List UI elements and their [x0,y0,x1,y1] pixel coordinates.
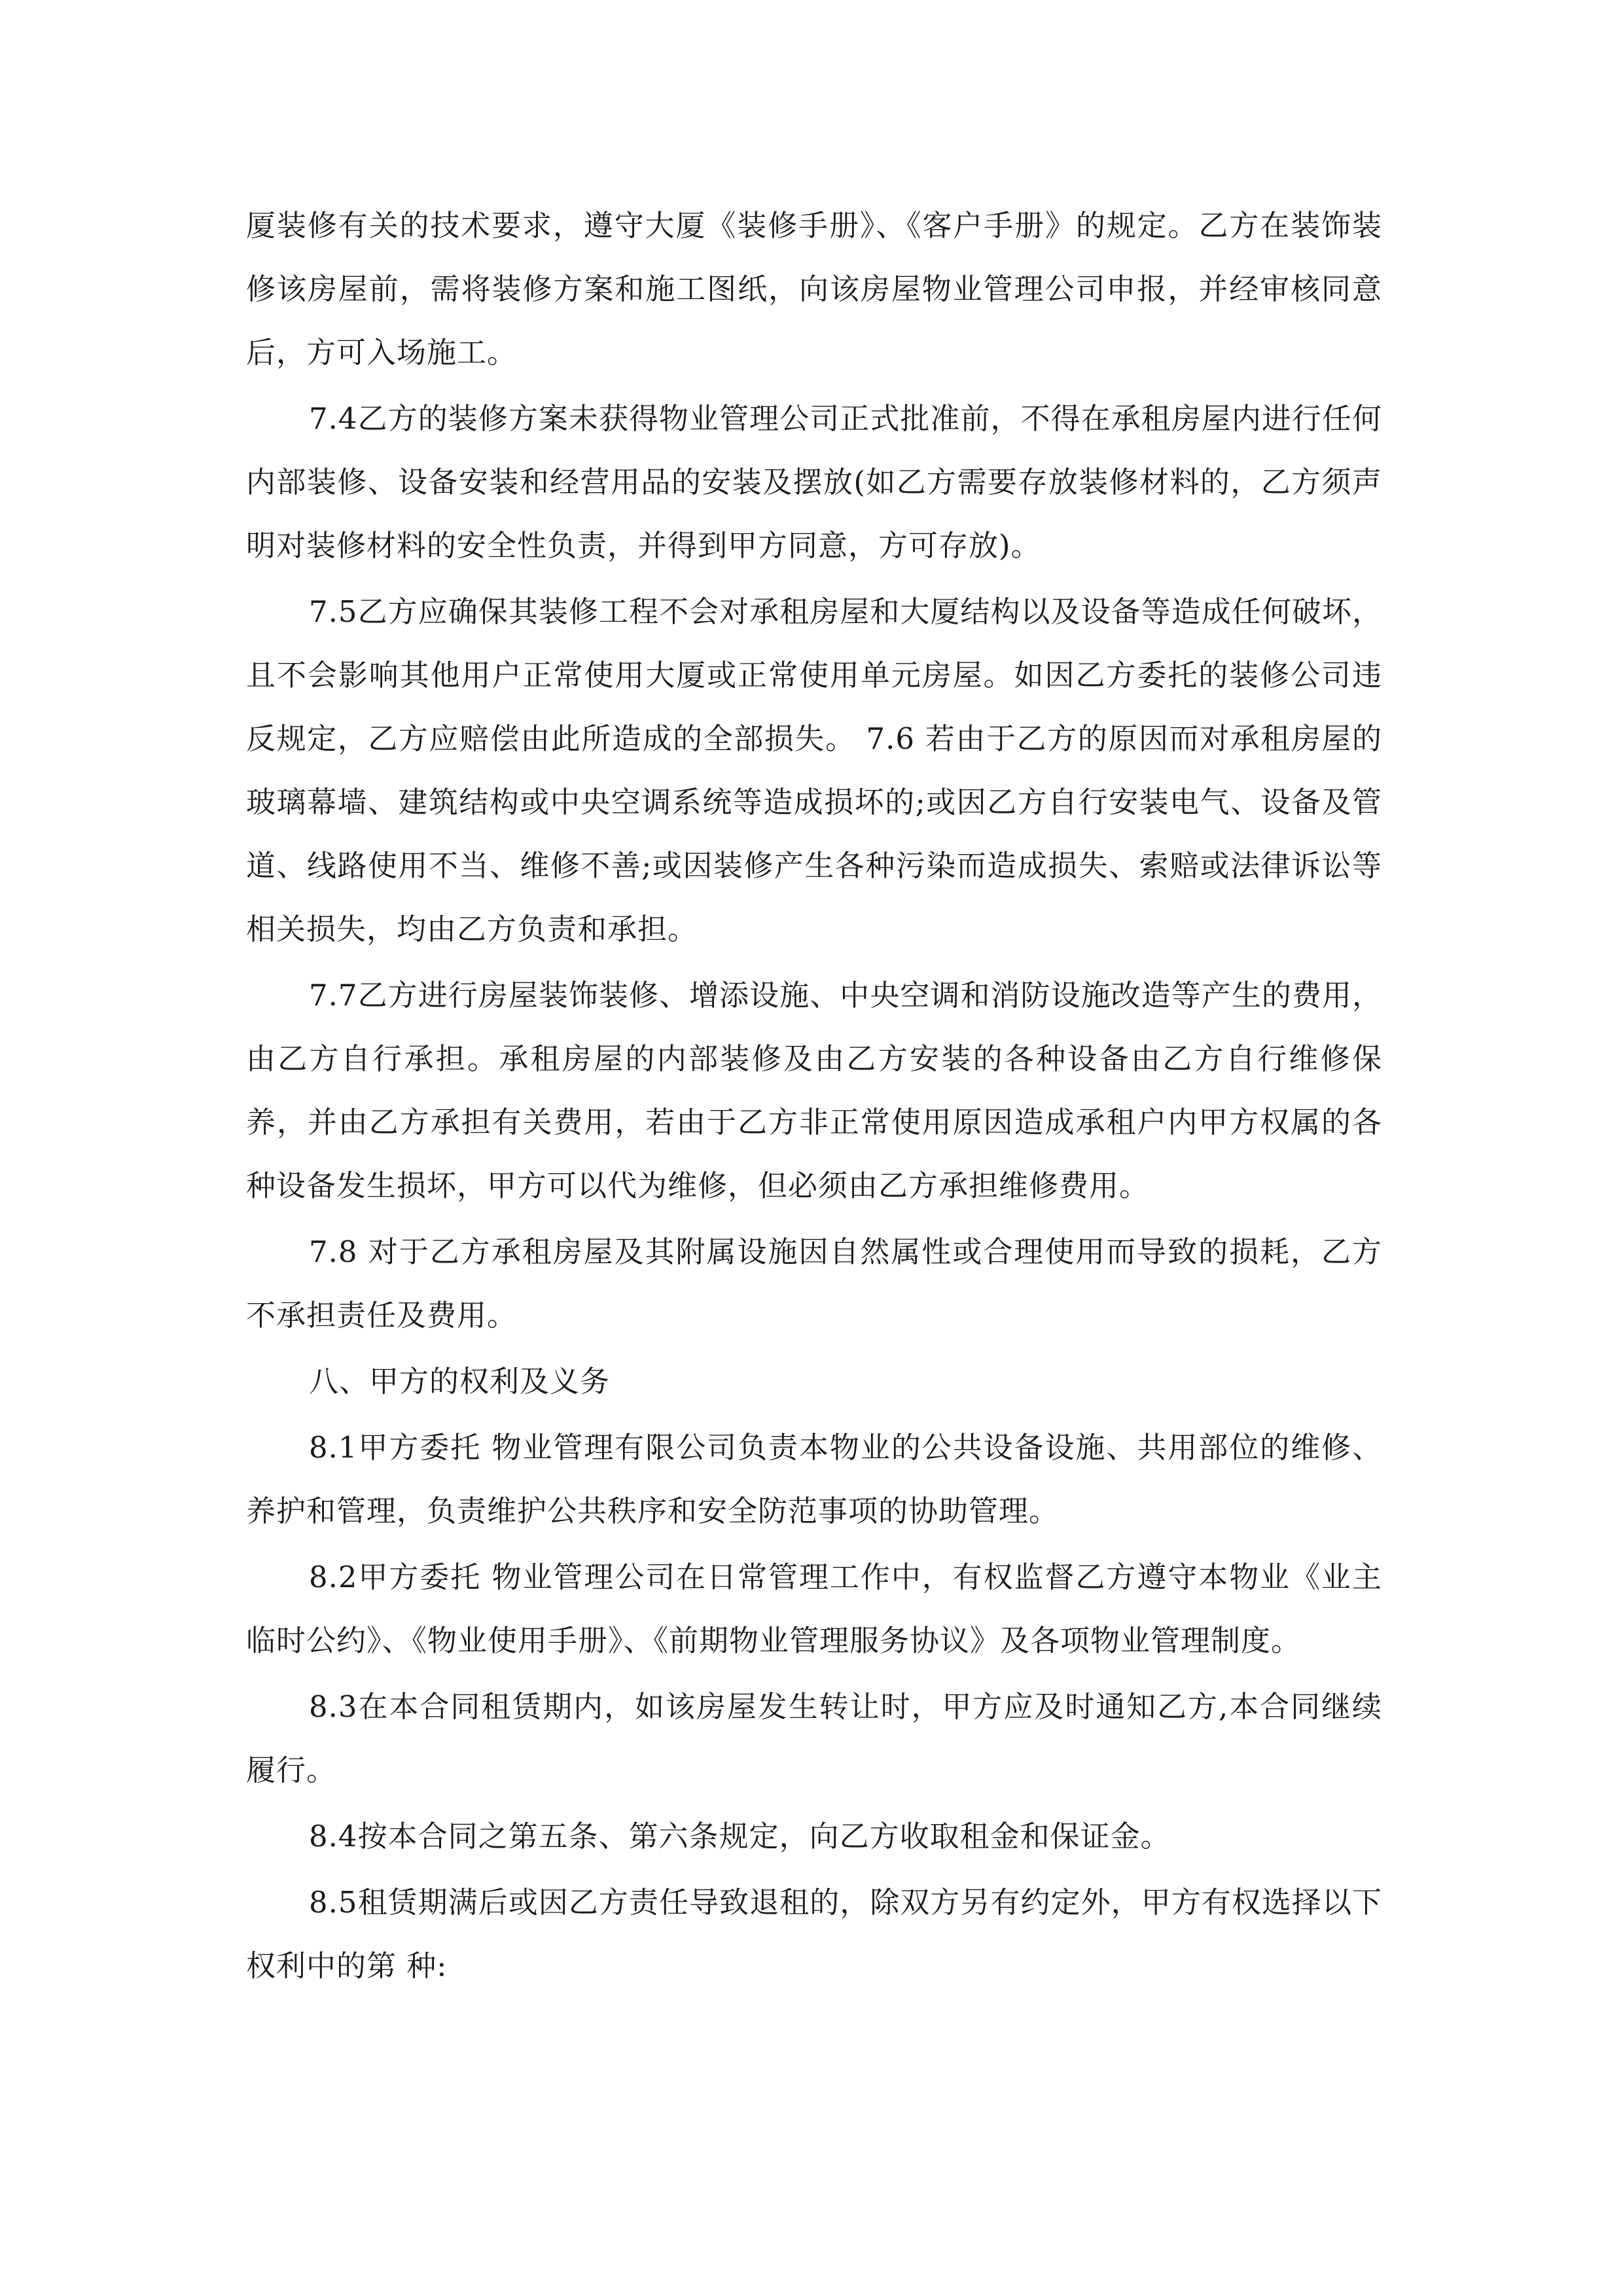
paragraph-8-3: 8.3在本合同租赁期内，如该房屋发生转让时，甲方应及时通知乙方,本合同继续履行。 [246,1689,1382,1787]
paragraph-8-4: 8.4按本合同之第五条、第六条规定，向乙方收取租金和保证金。 [309,1819,1171,1854]
paragraph-8-1: 8.1甲方委托 物业管理有限公司负责本物业的公共设备设施、共用部位的维修、养护和管理，负责维护公共秩序和安全防范事项的协助管理。 [246,1430,1382,1528]
section-heading-8: 八、甲方的权利及义务 [309,1364,611,1399]
paragraph-7-7: 7.7乙方进行房屋装饰装修、增添设施、中央空调和消防设施改造等产生的费用，由乙方自行承担。承租房屋的内部装修及由乙方安装的各种设备由乙方自行维修保养，并由乙方承担有关费用，若由于乙方非正常使用原因造成承租户内甲方权属的各种设备发生损坏，甲方可以代为维修，但必须由乙方承担维修费用。 [246,978,1382,1203]
document-body [246,194,1382,2000]
paragraph-7-5-7-6: 7.5乙方应确保其装修工程不会对承租房屋和大厦结构以及设备等造成任何破坏，且不会影响其他用户正常使用大厦或正常使用单元房屋。如因乙方委托的装修公司违反规定，乙方应赔偿由此所造成的全部损失。 7.6 若由于乙方的原因而对承租房屋的玻璃幕墙、建筑结构或中央空调系统等造成损坏的;或因乙方自行安装电气、设备及管道、线路使用不当、维修不善;或因装修产生各种污染而造成损失、索赔或法律诉讼等相关损失，均由乙方负责和承担。 [246,594,1382,946]
paragraph-decoration-rules: 厦装修有关的技术要求，遵守大厦《装修手册》、《客户手册》的规定。乙方在装饰装修该房屋前，需将装修方案和施工图纸，向该房屋物业管理公司申报，并经审核同意后，方可入场施工。 [246,208,1382,370]
paragraph-7-4: 7.4乙方的装修方案未获得物业管理公司正式批准前，不得在承租房屋内进行任何内部装修、设备安装和经营用品的安装及摆放(如乙方需要存放装修材料的，乙方须声明对装修材料的安全性负责，并得到甲方同意，方可存放)。 [246,401,1382,563]
paragraph-7-8: 7.8 对于乙方承租房屋及其附属设施因自然属性或合理使用而导致的损耗，乙方不承担责任及费用。 [246,1234,1382,1333]
paragraph-8-5: 8.5租赁期满后或因乙方责任导致退租的，除双方另有约定外，甲方有权选择以下权利中的第 种: [246,1885,1382,1983]
paragraph-8-2: 8.2甲方委托 物业管理公司在日常管理工作中，有权监督乙方遵守本物业《业主临时公约》、《物业使用手册》、《前期物业管理服务协议》及各项物业管理制度。 [246,1560,1382,1658]
